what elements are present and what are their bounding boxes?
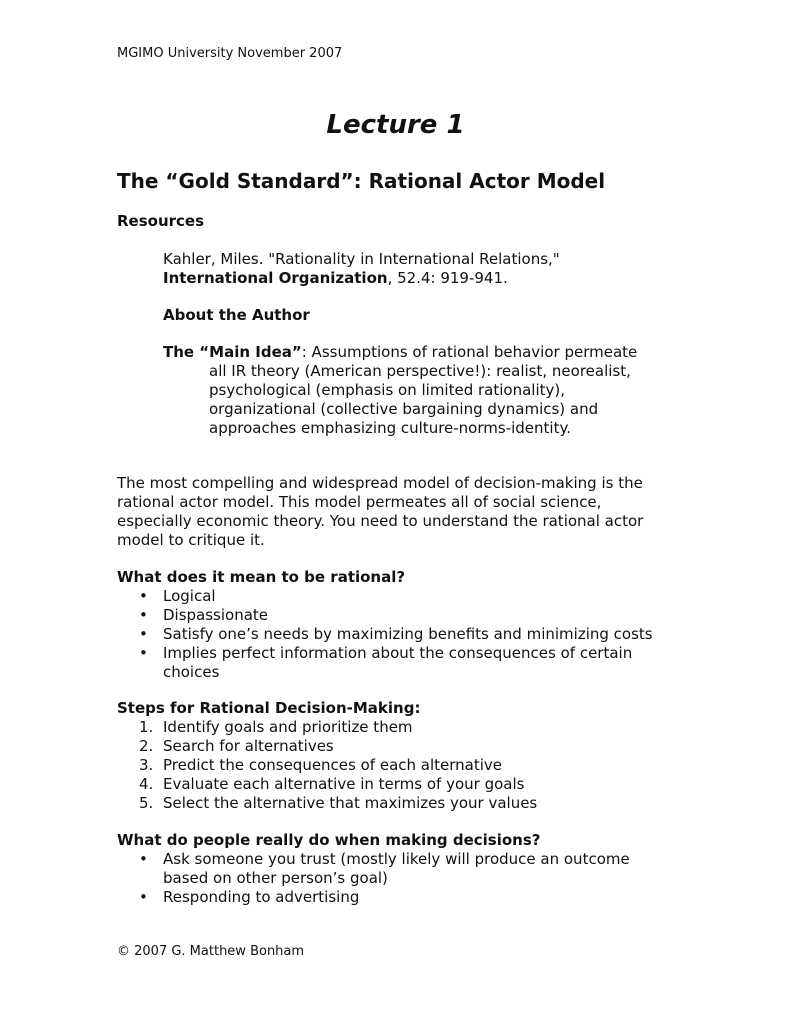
step-number: 1.: [139, 718, 154, 736]
list-item-text: Logical: [163, 587, 216, 605]
main-idea-line: : Assumptions of rational behavior permeate: [301, 343, 638, 361]
rational-list: [117, 587, 697, 682]
people-list: [117, 850, 697, 907]
bullet-icon: •: [139, 606, 148, 624]
paragraph-line: rational actor model. This model permeates all of social science,: [117, 493, 602, 511]
main-idea-line: all IR theory (American perspective!): realist, neorealist,: [209, 362, 631, 380]
list-item: [117, 888, 697, 907]
list-item: [117, 850, 697, 888]
page-header: MGIMO University November 2007: [117, 46, 343, 61]
list-item-text: Dispassionate: [163, 606, 269, 624]
people-heading: What do people really do when making decisions?: [117, 831, 541, 849]
reference-details: , 52.4: 919-941.: [387, 269, 508, 287]
list-item-text: Ask someone you trust (mostly likely will produce an outcome: [163, 850, 630, 868]
resources-heading: Resources: [117, 212, 205, 230]
list-item-text: Evaluate each alternative in terms of your goals: [163, 775, 525, 793]
paragraph-line: The most compelling and widespread model of decision-making is the: [117, 474, 643, 492]
paragraph-line: especially economic theory. You need to understand the rational actor: [117, 512, 644, 530]
main-idea-block: [163, 343, 663, 438]
intro-paragraph: [117, 474, 687, 550]
list-item: [117, 718, 697, 737]
bullet-icon: •: [139, 850, 148, 868]
rational-heading: What does it mean to be rational?: [117, 568, 406, 586]
list-item: [117, 756, 697, 775]
reference-citation: [163, 250, 723, 288]
lecture-title: Lecture 1: [326, 110, 465, 140]
main-idea-line: organizational (collective bargaining dynamics) and: [209, 400, 599, 418]
step-number: 3.: [139, 756, 154, 774]
paragraph-line: model to critique it.: [117, 531, 265, 549]
bullet-icon: •: [139, 644, 148, 662]
list-item-text: choices: [163, 663, 220, 681]
list-item-text: Select the alternative that maximizes your values: [163, 794, 538, 812]
main-idea-line: approaches emphasizing culture-norms-identity.: [209, 419, 571, 437]
bullet-icon: •: [139, 625, 148, 643]
step-number: 5.: [139, 794, 154, 812]
list-item: [117, 775, 697, 794]
list-item-text: Implies perfect information about the consequences of certain: [163, 644, 633, 662]
list-item-text: Identify goals and prioritize them: [163, 718, 413, 736]
steps-heading: Steps for Rational Decision-Making:: [117, 699, 421, 717]
about-author-heading: About the Author: [163, 306, 310, 324]
lecture-subtitle: The “Gold Standard”: Rational Actor Model: [117, 169, 606, 193]
list-item-text: Responding to advertising: [163, 888, 360, 906]
reference-journal: International Organization: [163, 269, 388, 287]
list-item-text: Satisfy one’s needs by maximizing benefits and minimizing costs: [163, 625, 653, 643]
step-number: 2.: [139, 737, 154, 755]
bullet-icon: •: [139, 587, 148, 605]
reference-line1: Kahler, Miles. "Rationality in International Relations,": [163, 250, 560, 268]
list-item: [117, 606, 697, 625]
main-idea-line: psychological (emphasis on limited rationality),: [209, 381, 565, 399]
steps-list: [117, 718, 697, 813]
list-item-text: Search for alternatives: [163, 737, 334, 755]
step-number: 4.: [139, 775, 154, 793]
list-item-text: Predict the consequences of each alternative: [163, 756, 503, 774]
list-item-text: based on other person’s goal): [163, 869, 388, 887]
bullet-icon: •: [139, 888, 148, 906]
list-item: [117, 625, 697, 644]
main-idea-label: The “Main Idea”: [163, 343, 302, 361]
list-item: [117, 794, 697, 813]
list-item: [117, 587, 697, 606]
list-item: [117, 644, 697, 682]
page-footer: © 2007 G. Matthew Bonham: [117, 944, 305, 959]
list-item: [117, 737, 697, 756]
